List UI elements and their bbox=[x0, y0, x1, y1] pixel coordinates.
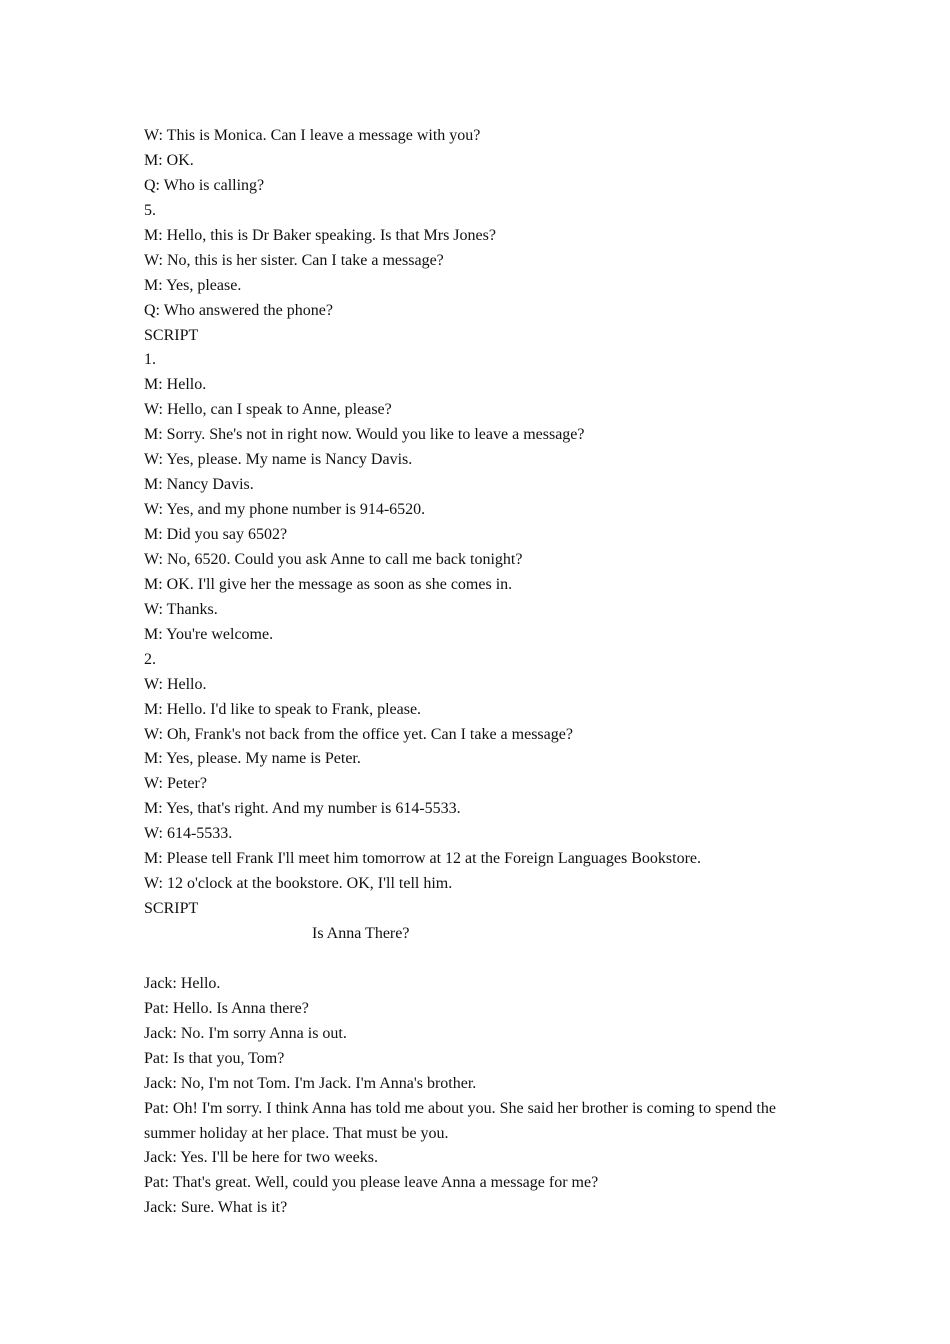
text-line: M: Hello, this is Dr Baker speaking. Is that Mrs Jones? bbox=[144, 226, 496, 244]
dialogue-line: Pat: That's great. Well, could you please leave Anna a message for me? bbox=[144, 1174, 599, 1192]
text-line: Q: Who answered the phone? bbox=[144, 301, 333, 319]
text-line: W: Yes, please. My name is Nancy Davis. bbox=[144, 451, 413, 469]
text-line: W: 614-5533. bbox=[144, 825, 233, 843]
text-line: W: Hello. bbox=[144, 675, 207, 693]
text-line: W: No, 6520. Could you ask Anne to call me back tonight? bbox=[144, 550, 523, 568]
dialogue-title: Is Anna There? bbox=[312, 925, 410, 942]
document-page bbox=[144, 124, 824, 1221]
section-number: 2. bbox=[144, 650, 156, 668]
dialogue-line: Jack: No. I'm sorry Anna is out. bbox=[144, 1024, 347, 1042]
dialogue-line: Pat: Hello. Is Anna there? bbox=[144, 999, 309, 1017]
text-line: W: 12 o'clock at the bookstore. OK, I'll tell him. bbox=[144, 875, 453, 893]
dialogue-line: Jack: No, I'm not Tom. I'm Jack. I'm Anna's brother. bbox=[144, 1074, 477, 1092]
dialogue-line: Jack: Hello. bbox=[144, 974, 221, 992]
text-line: M: OK. bbox=[144, 151, 194, 169]
text-line: M: Did you say 6502? bbox=[144, 526, 288, 543]
text-line: M: Hello. bbox=[144, 376, 207, 394]
text-line: M: You're welcome. bbox=[144, 625, 274, 643]
section-heading: SCRIPT bbox=[144, 900, 199, 918]
text-line: M: Nancy Davis. bbox=[144, 476, 254, 494]
text-line: W: No, this is her sister. Can I take a message? bbox=[144, 251, 444, 269]
text-line: W: Yes, and my phone number is 914-6520. bbox=[144, 501, 426, 519]
text-line: M: Hello. I'd like to speak to Frank, please. bbox=[144, 700, 422, 718]
dialogue-line: Pat: Oh! I'm sorry. I think Anna has told me about you. She said her brother is coming to spend the summer holiday at her place. That must be you. bbox=[144, 1099, 776, 1142]
blank-line bbox=[144, 947, 824, 972]
text-line: Q: Who is calling? bbox=[144, 176, 265, 194]
dialogue-line: Pat: Is that you, Tom? bbox=[144, 1049, 285, 1067]
text-line: M: Yes, that's right. And my number is 614-5533. bbox=[144, 800, 461, 818]
text-line: M: Yes, please. My name is Peter. bbox=[144, 750, 361, 768]
text-line: M: OK. I'll give her the message as soon as she comes in. bbox=[144, 575, 513, 593]
text-line: W: This is Monica. Can I leave a message with you? bbox=[144, 127, 481, 144]
dialogue-line: Jack: Yes. I'll be here for two weeks. bbox=[144, 1149, 378, 1167]
text-line: W: Thanks. bbox=[144, 600, 218, 618]
text-line: W: Peter? bbox=[144, 775, 207, 793]
text-line: M: Sorry. She's not in right now. Would you like to leave a message? bbox=[144, 426, 585, 444]
text-line: W: Hello, can I speak to Anne, please? bbox=[144, 401, 392, 419]
dialogue-line: Jack: Sure. What is it? bbox=[144, 1199, 288, 1217]
text-line: M: Please tell Frank I'll meet him tomorrow at 12 at the Foreign Languages Bookstore. bbox=[144, 850, 701, 868]
text-line: W: Oh, Frank's not back from the office yet. Can I take a message? bbox=[144, 725, 573, 743]
section-number: 5. bbox=[144, 201, 156, 219]
section-heading: SCRIPT bbox=[144, 326, 199, 344]
section-number: 1. bbox=[144, 351, 156, 369]
text-line: M: Yes, please. bbox=[144, 276, 242, 294]
